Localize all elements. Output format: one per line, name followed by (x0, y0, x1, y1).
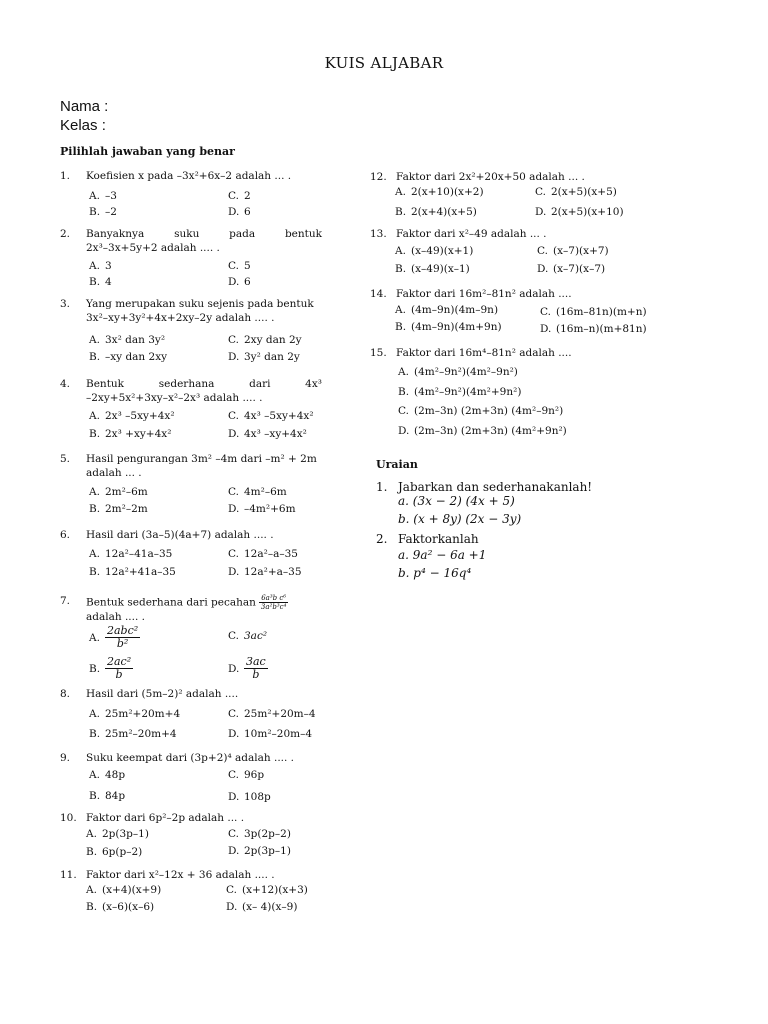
question-7-option-c[interactable]: C. 3ac² (228, 630, 268, 642)
question-15-option-b[interactable]: B. (4m²–9n²)(4m²+9n²) (398, 386, 522, 398)
question-12-option-a[interactable]: A. 2(x+10)(x+2) (395, 186, 484, 198)
question-2-option-d[interactable]: D. 6 (228, 276, 251, 288)
question-14-option-c[interactable]: C. (16m–81n)(m+n) (540, 306, 647, 318)
essay-2: 2. Faktorkanlah (376, 532, 479, 546)
question-5-option-b[interactable]: B. 2m²–2m (89, 503, 148, 515)
question-7-option-b[interactable]: B. $\frac{\text{2ac²}}{b}$ (89, 655, 132, 681)
question-3: 3. Yang merupakan suku sejenis pada bentuk 3x²–xy+3y²+4x+2xy–2y adalah .... . (60, 298, 314, 324)
question-2-option-a[interactable]: A. 3 (89, 260, 112, 272)
question-1-option-b[interactable]: B. –2 (89, 206, 117, 218)
question-3-option-d[interactable]: D. 3y² dan 2y (228, 351, 300, 363)
question-11-option-b[interactable]: B. (x–6)(x–6) (86, 901, 155, 913)
question-10-option-d[interactable]: D. 2p(3p–1) (228, 845, 291, 857)
question-15-option-d[interactable]: D. (2m–3n) (2m+3n) (4m²+9n²) (398, 425, 567, 437)
page-title: KUIS ALJABAR (324, 54, 444, 72)
question-7-option-a[interactable]: A. $\frac{\text{2abc²}}{\text{b²}}$ (89, 624, 139, 650)
question-8-option-a[interactable]: A. 25m²+20m+4 (89, 708, 181, 720)
question-7: 7. Bentuk sederhana dari pecahan $\frac{\text{6a³b c⁶}}{\text{3a²b³c⁴}}$ adalah .... . (60, 594, 287, 623)
question-10-option-b[interactable]: B. 6p(p–2) (86, 846, 143, 858)
question-3-option-b[interactable]: B. –xy dan 2xy (89, 351, 168, 363)
question-9-option-b[interactable]: B. 84p (89, 790, 126, 802)
question-13-option-b[interactable]: B. (x–49)(x–1) (395, 263, 470, 275)
question-11-option-d[interactable]: D. (x– 4)(x–9) (226, 901, 298, 913)
question-4: 4. Bentuk sederhana dari 4x³ –2xy+5x²+3xy–x²–2x³ adalah .... . (60, 378, 322, 404)
question-6-option-b[interactable]: B. 12a²+41a–35 (89, 566, 176, 578)
question-10-option-a[interactable]: A. 2p(3p–1) (86, 828, 149, 840)
question-4-option-b[interactable]: B. 2x³ +xy+4x² (89, 428, 172, 440)
question-11-option-a[interactable]: A. (x+4)(x+9) (86, 884, 162, 896)
question-4-option-a[interactable]: A. 2x³ –5xy+4x² (89, 410, 175, 422)
question-2: 2. Banyaknya suku pada bentuk 2x³–3x+5y+2 adalah .... . (60, 228, 322, 254)
question-10-option-c[interactable]: C. 3p(2p–2) (228, 828, 291, 840)
question-12-option-d[interactable]: D. 2(x+5)(x+10) (535, 206, 624, 218)
question-5-option-c[interactable]: C. 4m²–6m (228, 486, 287, 498)
question-13-option-a[interactable]: A. (x–49)(x+1) (395, 245, 474, 257)
question-13-option-c[interactable]: C. (x–7)(x+7) (537, 245, 609, 257)
question-6-option-a[interactable]: A. 12a²–41a–35 (89, 548, 173, 560)
question-3-option-a[interactable]: A. 3x² dan 3y² (89, 334, 166, 346)
question-1-option-a[interactable]: A. –3 (89, 190, 117, 202)
question-12-option-c[interactable]: C. 2(x+5)(x+5) (535, 186, 617, 198)
name-field-label: Nama : (60, 98, 109, 115)
question-3-option-c[interactable]: C. 2xy dan 2y (228, 334, 302, 346)
question-7-option-d[interactable]: D. $\frac{3ac}{b}$ (228, 655, 266, 681)
instruction: Pilihlah jawaban yang benar (60, 145, 235, 158)
question-5-option-d[interactable]: D. –4m²+6m (228, 503, 296, 515)
question-9-option-c[interactable]: C. 96p (228, 769, 265, 781)
question-4-option-c[interactable]: C. 4x³ –5xy+4x² (228, 410, 314, 422)
question-8-option-c[interactable]: C. 25m²+20m–4 (228, 708, 316, 720)
question-7-fraction: $\frac{\text{6a³b c⁶}}{\text{3a²b³c⁴}}$ (260, 594, 287, 611)
question-8-option-b[interactable]: B. 25m²–20m+4 (89, 728, 177, 740)
essay-1-a: a. (3x − 2) (4x + 5) (398, 494, 515, 508)
question-14-option-b[interactable]: B. (4m–9n)(4m+9n) (395, 321, 502, 333)
question-15-option-a[interactable]: A. (4m²–9n²)(4m²–9n²) (398, 366, 518, 378)
question-11-option-c[interactable]: C. (x+12)(x+3) (226, 884, 308, 896)
question-9-option-a[interactable]: A. 48p (89, 769, 126, 781)
question-4-option-d[interactable]: D. 4x³ –xy+4x² (228, 428, 307, 440)
question-14-option-a[interactable]: A. (4m–9n)(4m–9n) (395, 304, 499, 316)
question-2-option-b[interactable]: B. 4 (89, 276, 112, 288)
question-15-option-c[interactable]: C. (2m–3n) (2m+3n) (4m²–9n²) (398, 405, 564, 417)
question-2-option-c[interactable]: C. 5 (228, 260, 251, 272)
question-6-option-d[interactable]: D. 12a²+a–35 (228, 566, 302, 578)
question-8-option-d[interactable]: D. 10m²–20m–4 (228, 728, 313, 740)
essay-2-a: a. 9a² − 6a +1 (398, 548, 487, 562)
question-1-option-d[interactable]: D. 6 (228, 206, 251, 218)
question-5: 5. Hasil pengurangan 3m² –4m dari –m² + 2m adalah ... . (60, 453, 317, 479)
class-field-label: Kelas : (60, 117, 106, 134)
question-1-option-c[interactable]: C. 2 (228, 190, 251, 202)
question-5-option-a[interactable]: A. 2m²–6m (89, 486, 148, 498)
question-9-option-d[interactable]: D. 108p (228, 791, 271, 803)
essay-1-b: b. (x + 8y) (2x − 3y) (398, 512, 522, 526)
essay-1: 1. Jabarkan dan sederhanakanlah! (376, 480, 593, 494)
question-6-option-c[interactable]: C. 12a²–a–35 (228, 548, 298, 560)
essay-2-b: b. p⁴ − 16q⁴ (398, 566, 472, 580)
essay-heading: Uraian (376, 458, 418, 471)
question-14-option-d[interactable]: D. (16m–n)(m+81n) (540, 323, 647, 335)
question-13-option-d[interactable]: D. (x–7)(x–7) (537, 263, 606, 275)
question-12-option-b[interactable]: B. 2(x+4)(x+5) (395, 206, 477, 218)
